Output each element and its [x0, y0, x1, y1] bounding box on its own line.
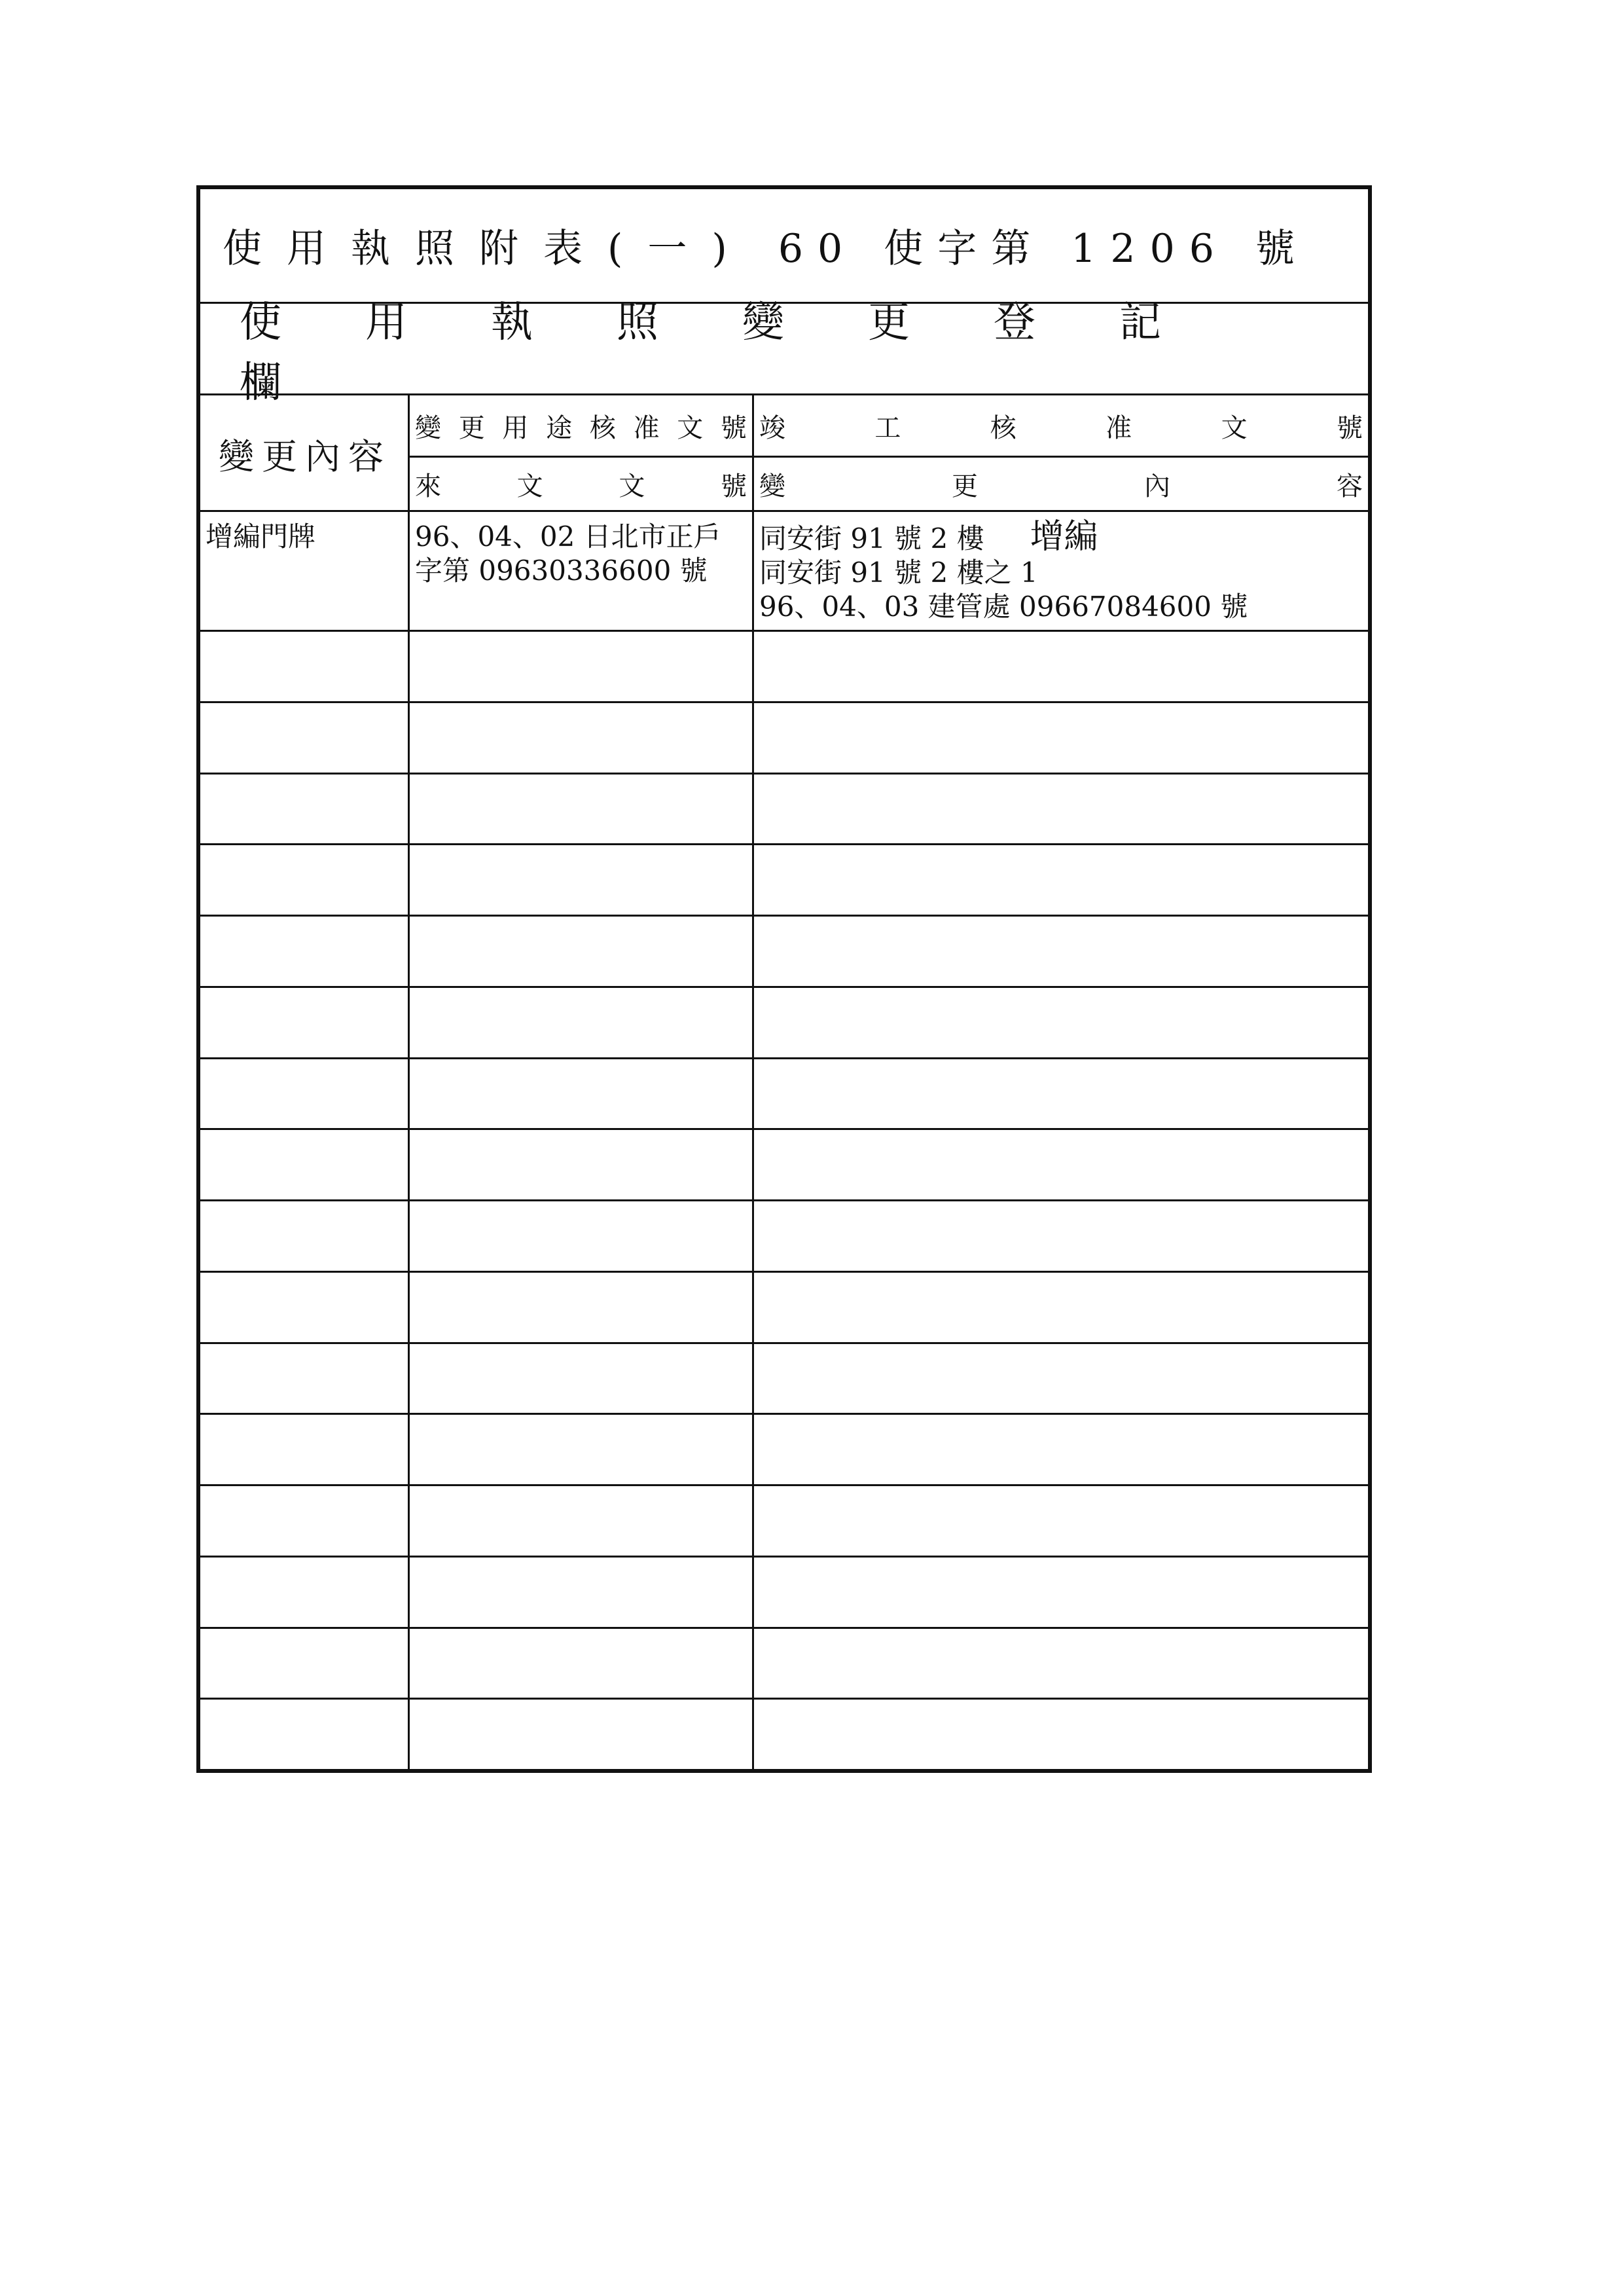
header-char: 文 — [516, 471, 543, 501]
header-char: 變 — [415, 412, 441, 443]
license-prefix: 60 使字第 — [778, 226, 1045, 272]
header-char: 號 — [720, 471, 747, 501]
detail-mark: 增編 — [1030, 517, 1098, 556]
entry-reference — [410, 512, 752, 630]
header-char: 號 — [1336, 412, 1363, 443]
reference-line: 字第 09630336600 號 — [415, 555, 708, 587]
row-divider — [200, 1556, 1368, 1558]
entry-type: 增編門牌 — [206, 520, 316, 553]
reference-line: 96、04、02 日北市正戶 — [415, 520, 721, 553]
header-char: 准 — [633, 412, 660, 443]
header-change-content: 變更內容 — [219, 435, 391, 477]
detail-line: 同安街 91 號 2 樓之 1 — [759, 556, 1038, 589]
register-header: 使用執照變更登記欄 — [200, 304, 1368, 395]
header-char: 更 — [952, 471, 978, 501]
license-change-form — [196, 185, 1372, 1773]
row-divider — [200, 1057, 1368, 1059]
row-divider — [200, 630, 1368, 632]
header-char: 文 — [1221, 412, 1248, 443]
row-divider — [200, 1128, 1368, 1130]
header-char: 來 — [415, 471, 441, 501]
title-label: 使用執照附表(一) — [223, 226, 752, 272]
header-char: 容 — [1337, 471, 1363, 501]
header-char: 核 — [589, 412, 616, 443]
row-divider — [200, 1342, 1368, 1344]
row-divider — [200, 1627, 1368, 1629]
detail-line: 96、04、03 建管處 09667084600 號 — [759, 591, 1248, 623]
row-divider — [200, 773, 1368, 774]
form-title — [200, 189, 1368, 304]
header-char: 變 — [759, 471, 785, 501]
header-char: 文 — [677, 412, 704, 443]
header-char: 號 — [720, 412, 747, 443]
header-char: 途 — [546, 412, 573, 443]
row-divider — [200, 843, 1368, 845]
entry-detail — [754, 512, 1368, 630]
header-char: 竣 — [759, 412, 785, 443]
header-use-change-no — [410, 395, 752, 456]
header-char: 內 — [1144, 471, 1170, 501]
row-divider — [200, 1698, 1368, 1700]
header-char: 工 — [874, 412, 901, 443]
row-divider — [200, 986, 1368, 988]
row-divider — [200, 701, 1368, 703]
row-divider — [200, 1271, 1368, 1273]
header-change-detail — [754, 458, 1368, 510]
header-char: 核 — [990, 412, 1016, 443]
header-char: 用 — [502, 412, 529, 443]
row-divider — [200, 1484, 1368, 1486]
header-completion-no — [754, 395, 1368, 456]
header-char: 更 — [458, 412, 485, 443]
row-divider — [200, 915, 1368, 917]
header-incoming-no — [410, 458, 752, 510]
change-table — [200, 395, 1368, 1769]
header-char: 文 — [619, 471, 645, 501]
row-divider — [200, 1413, 1368, 1415]
detail-line: 同安街 91 號 2 樓 — [759, 522, 984, 555]
row-divider — [200, 1199, 1368, 1201]
license-number: 1206 號 — [1071, 226, 1310, 272]
header-char: 准 — [1106, 412, 1132, 443]
